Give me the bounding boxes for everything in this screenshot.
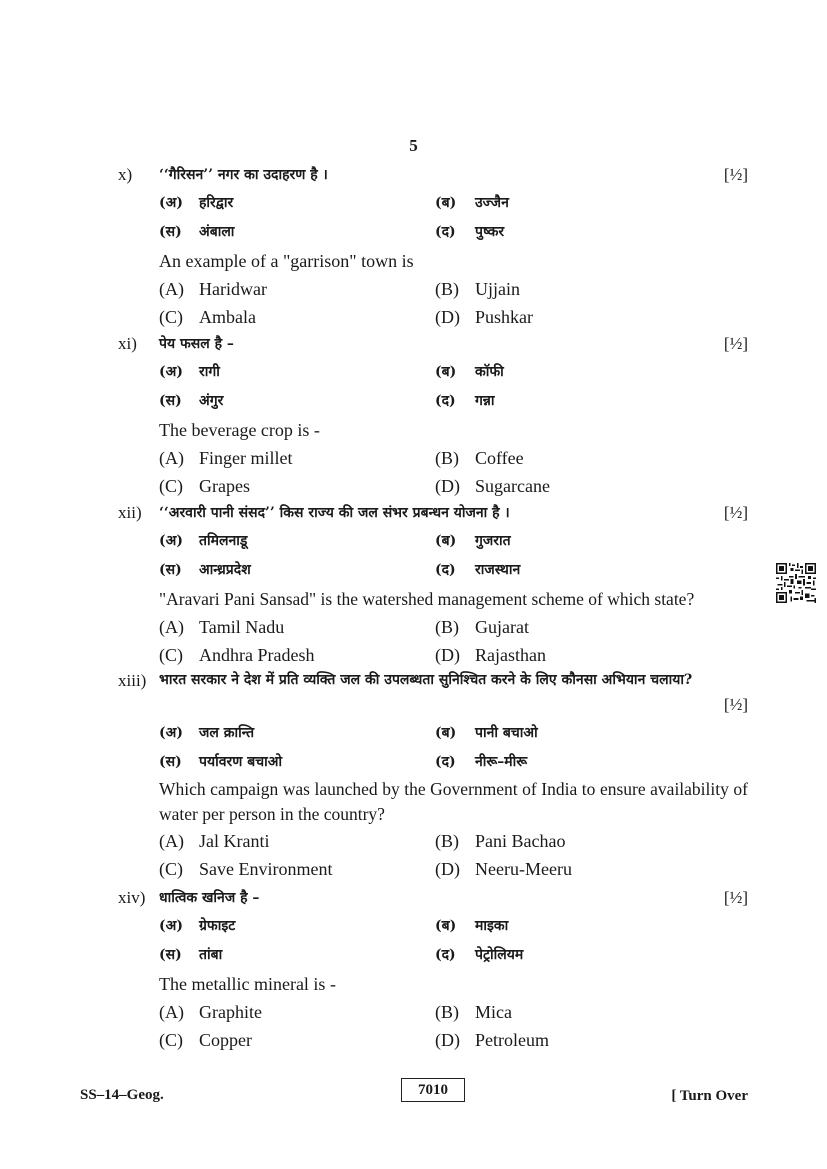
- option-english-d: (D) Sugarcane: [435, 476, 550, 496]
- question-text-english: The metallic mineral is -: [159, 974, 336, 994]
- question-x: [118, 161, 748, 331]
- marks-label: [½]: [723, 888, 748, 907]
- question-xi: [118, 330, 748, 500]
- qr-code-icon: [776, 563, 816, 603]
- question-text-english: Which campaign was launched by the Government of India to ensure availability of water per person in the country?: [159, 779, 748, 824]
- option-hindi-a: (अ) हरिद्वार: [159, 195, 234, 211]
- option-english-d: (D) Neeru-Meeru: [435, 859, 572, 879]
- question-xii: [118, 499, 748, 669]
- question-number: xii): [118, 503, 142, 522]
- question-text-hindi: ‘‘गैरिसन’’ नगर का उदाहरण है ।: [159, 167, 328, 183]
- paper-code: SS–14–Geog.: [80, 1087, 164, 1103]
- option-english-b: (B) Ujjain: [435, 279, 520, 299]
- option-english-d: (D) Petroleum: [435, 1030, 549, 1050]
- option-english-b: (B) Gujarat: [435, 617, 529, 637]
- option-hindi-d: (द) राजस्थान: [435, 562, 521, 578]
- option-english-c: (C) Ambala: [159, 307, 256, 327]
- option-english-a: (A) Jal Kranti: [159, 831, 270, 851]
- question-number: xiv): [118, 888, 146, 907]
- option-hindi-a: (अ) ग्रेफाइट: [159, 918, 236, 934]
- option-hindi-c: (स) पर्यावरण बचाओ: [159, 754, 283, 770]
- option-hindi-a: (अ) तमिलनाडू: [159, 533, 248, 549]
- option-english-a: (A) Haridwar: [159, 279, 267, 299]
- question-number: xi): [118, 334, 137, 353]
- option-hindi-c: (स) आन्ध्रप्रदेश: [159, 562, 251, 578]
- marks-label: [½]: [723, 334, 748, 353]
- question-number: xiii): [118, 671, 147, 690]
- question-number: x): [118, 165, 133, 184]
- question-text-english: The beverage crop is -: [159, 420, 320, 440]
- turn-over-label: [ Turn Over: [671, 1088, 748, 1104]
- option-english-a: (A) Finger millet: [159, 448, 293, 468]
- question-text-hindi: ‘‘अरवारी पानी संसद’’ किस राज्य की जल संभर प्रबन्धन योजना है ।: [159, 505, 510, 521]
- option-hindi-b: (ब) कॉफी: [435, 364, 504, 380]
- option-english-c: (C) Save Environment: [159, 859, 333, 879]
- option-english-a: (A) Graphite: [159, 1002, 262, 1022]
- option-hindi-b: (ब) माइका: [435, 918, 509, 934]
- question-text-hindi: भारत सरकार ने देश में प्रति व्यक्ति जल की उपलब्धता सुनिश्चित करने के लिए कौनसा अभियान चलाया?: [159, 672, 693, 688]
- paper-number-box: 7010: [401, 1078, 465, 1102]
- question-text-hindi: धात्विक खनिज है –: [159, 890, 260, 906]
- option-english-c: (C) Copper: [159, 1030, 252, 1050]
- option-english-d: (D) Rajasthan: [435, 645, 546, 665]
- option-hindi-c: (स) अंबाला: [159, 224, 235, 240]
- option-hindi-d: (द) नीरू–मीरू: [435, 754, 528, 770]
- marks-label: [½]: [723, 503, 748, 522]
- option-hindi-b: (ब) उज्जैन: [435, 195, 509, 211]
- question-xiv: [118, 884, 748, 1054]
- question-text-hindi: पेय फसल है –: [159, 336, 234, 352]
- option-english-a: (A) Tamil Nadu: [159, 617, 285, 637]
- option-english-b: (B) Pani Bachao: [435, 831, 566, 851]
- option-hindi-a: (अ) रागी: [159, 364, 220, 380]
- question-text-english: An example of a "garrison" town is: [159, 251, 414, 271]
- option-english-d: (D) Pushkar: [435, 307, 533, 327]
- option-hindi-b: (ब) पानी बचाओ: [435, 725, 538, 741]
- option-hindi-b: (ब) गुजरात: [435, 533, 511, 549]
- question-xiii: [118, 667, 748, 883]
- marks-label: [½]: [723, 165, 748, 184]
- option-hindi-d: (द) पुष्कर: [435, 224, 505, 240]
- marks-label: [½]: [723, 695, 748, 714]
- option-hindi-a: (अ) जल क्रान्ति: [159, 725, 255, 741]
- option-english-b: (B) Coffee: [435, 448, 524, 468]
- option-english-b: (B) Mica: [435, 1002, 512, 1022]
- option-hindi-d: (द) गन्ना: [435, 393, 495, 409]
- page-number: 5: [409, 136, 418, 155]
- option-hindi-d: (द) पेट्रोलियम: [435, 947, 524, 963]
- option-hindi-c: (स) अंगुर: [159, 393, 224, 409]
- option-english-c: (C) Grapes: [159, 476, 250, 496]
- question-text-english: "Aravari Pani Sansad" is the watershed management scheme of which state?: [159, 589, 695, 609]
- option-english-c: (C) Andhra Pradesh: [159, 645, 315, 665]
- option-hindi-c: (स) तांबा: [159, 947, 223, 963]
